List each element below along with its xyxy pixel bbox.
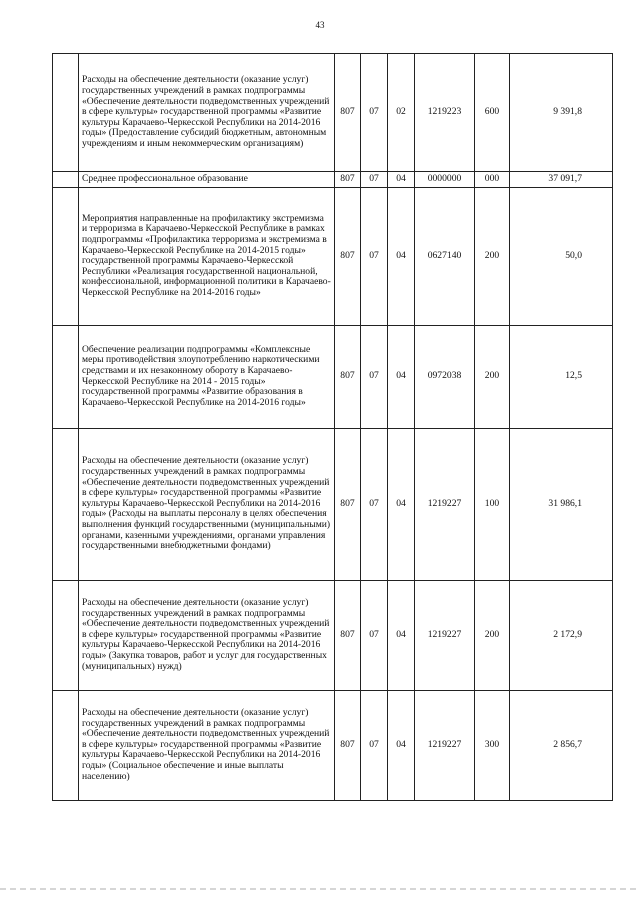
row-description: Мероприятия направленные на профилактику экстремизма и терроризма в Карачаево-Черкесской Республике в рамках подпрограммы «Профилактика терроризма и экстремизма в Карачаево-Черкесской Республике на 2014-2015 годы» государственной программы Карачаево-Черкесской Республики «Реализация государственной национальной, конфессиональной, информационной политики в Карачаево-Черкесской Республике на 2014-2016 годы» xyxy=(79,187,335,325)
ministry-code: 807 xyxy=(335,54,361,172)
target-article-code: 0627140 xyxy=(415,187,475,325)
section-code: 07 xyxy=(361,580,388,690)
section-code: 07 xyxy=(361,172,388,188)
ministry-code: 807 xyxy=(335,690,361,800)
expense-type-code: 200 xyxy=(475,187,510,325)
amount-value: 50,0 xyxy=(510,187,613,325)
target-article-code: 0972038 xyxy=(415,325,475,428)
subsection-code: 04 xyxy=(388,690,415,800)
blank-cell xyxy=(53,172,79,188)
table-row xyxy=(53,428,613,580)
target-article-code: 1219227 xyxy=(415,690,475,800)
expense-type-code: 600 xyxy=(475,54,510,172)
row-description: Среднее профессиональное образование xyxy=(79,172,335,188)
row-description: Расходы на обеспечение деятельности (оказание услуг) государственных учреждений в рамках подпрограммы «Обеспечение деятельности подведомственных учреждений в сфере культуры» государственной программы «Развитие культуры Карачаево-Черкесской Республики на 2014-2016 годы» (Предоставление субсидий бюджетным, автономным учреждениям и иным некоммерческим организациям) xyxy=(79,54,335,172)
blank-cell xyxy=(53,325,79,428)
table-row xyxy=(53,690,613,800)
scan-edge-artifact xyxy=(0,888,640,890)
section-code: 07 xyxy=(361,325,388,428)
row-description: Расходы на обеспечение деятельности (оказание услуг) государственных учреждений в рамках подпрограммы «Обеспечение деятельности подведомственных учреждений в сфере культуры» государственной программы «Развитие культуры Карачаево-Черкесской Республики на 2014-2016 годы» (Закупка товаров, работ и услуг для государственных (муниципальных) нужд) xyxy=(79,580,335,690)
expense-type-code: 300 xyxy=(475,690,510,800)
target-article-code: 1219227 xyxy=(415,580,475,690)
table-row xyxy=(53,54,613,172)
table-row xyxy=(53,325,613,428)
section-code: 07 xyxy=(361,690,388,800)
budget-table xyxy=(52,53,613,801)
ministry-code: 807 xyxy=(335,187,361,325)
row-description: Расходы на обеспечение деятельности (оказание услуг) государственных учреждений в рамках подпрограммы «Обеспечение деятельности подведомственных учреждений в сфере культуры» государственной программы «Развитие культуры Карачаево-Черкесской Республики на 2014-2016 годы» (Социальное обеспечение и иные выплаты населению) xyxy=(79,690,335,800)
subsection-code: 04 xyxy=(388,325,415,428)
row-description: Обеспечение реализации подпрограммы «Комплексные меры противодействия злоупотреблению наркотическими средствами и их незаконному обороту в Карачаево-Черкесской Республике на 2014 - 2015 годы» государственной программы «Развитие образования в Карачаево-Черкесской Республике на 2014-2016 годы» xyxy=(79,325,335,428)
expense-type-code: 100 xyxy=(475,428,510,580)
amount-value: 2 172,9 xyxy=(510,580,613,690)
section-code: 07 xyxy=(361,54,388,172)
table-row xyxy=(53,580,613,690)
target-article-code: 1219223 xyxy=(415,54,475,172)
section-code: 07 xyxy=(361,428,388,580)
amount-value: 12,5 xyxy=(510,325,613,428)
subsection-code: 04 xyxy=(388,428,415,580)
expense-type-code: 200 xyxy=(475,580,510,690)
ministry-code: 807 xyxy=(335,580,361,690)
blank-cell xyxy=(53,54,79,172)
blank-cell xyxy=(53,187,79,325)
amount-value: 2 856,7 xyxy=(510,690,613,800)
subsection-code: 04 xyxy=(388,187,415,325)
target-article-code: 0000000 xyxy=(415,172,475,188)
subsection-code: 04 xyxy=(388,580,415,690)
amount-value: 37 091,7 xyxy=(510,172,613,188)
blank-cell xyxy=(53,580,79,690)
amount-value: 31 986,1 xyxy=(510,428,613,580)
expense-type-code: 000 xyxy=(475,172,510,188)
amount-value: 9 391,8 xyxy=(510,54,613,172)
table-row xyxy=(53,187,613,325)
table-row xyxy=(53,172,613,188)
ministry-code: 807 xyxy=(335,325,361,428)
subsection-code: 02 xyxy=(388,54,415,172)
ministry-code: 807 xyxy=(335,428,361,580)
page-number: 43 xyxy=(315,20,325,30)
section-code: 07 xyxy=(361,187,388,325)
target-article-code: 1219227 xyxy=(415,428,475,580)
ministry-code: 807 xyxy=(335,172,361,188)
subsection-code: 04 xyxy=(388,172,415,188)
row-description: Расходы на обеспечение деятельности (оказание услуг) государственных учреждений в рамках подпрограммы «Обеспечение деятельности подведомственных учреждений в сфере культуры» государственной программы «Развитие культуры Карачаево-Черкесской Республики на 2014-2016 годы» (Расходы на выплаты персоналу в целях обеспечения выполнения функций государственными (муниципальными) органами, казенными учреждениями, органами управления государственными внебюджетными фондами) xyxy=(79,428,335,580)
expense-type-code: 200 xyxy=(475,325,510,428)
blank-cell xyxy=(53,428,79,580)
blank-cell xyxy=(53,690,79,800)
